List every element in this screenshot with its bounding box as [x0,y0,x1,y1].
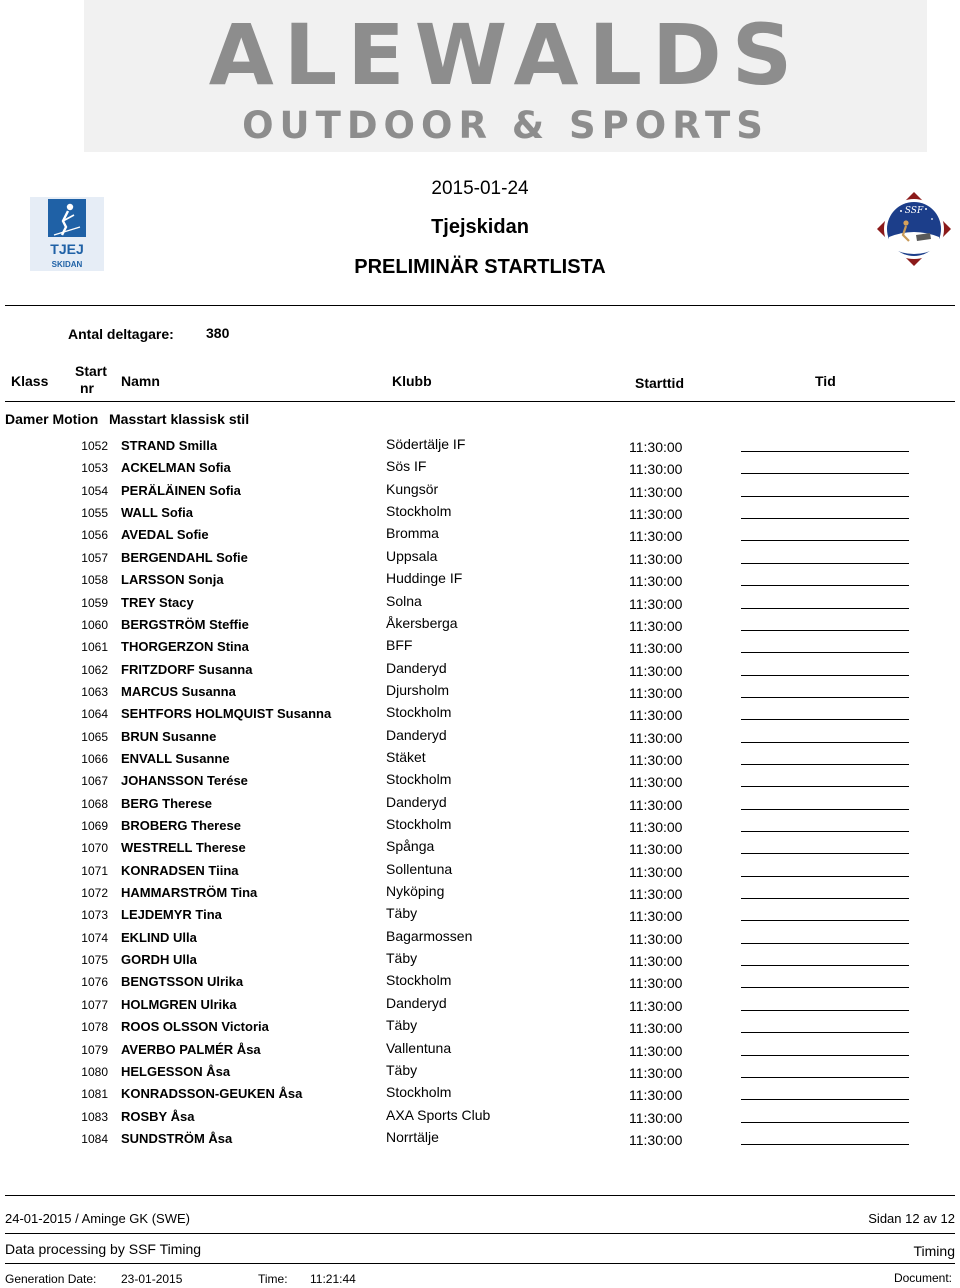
table-row [0,748,960,770]
club-name: Vallentuna [386,1039,452,1056]
club-name: Täby [386,1061,418,1078]
club-name: Danderyd [386,793,447,810]
club-name: Nyköping [386,883,445,899]
start-number: 1084 [81,1131,108,1146]
result-time-blank-line [741,943,909,944]
start-time: 11:30:00 [629,886,683,902]
footer-timing: Timing [913,1243,955,1259]
result-time-blank-line [741,630,909,631]
athlete-name: THORGERZON Stina [121,639,249,655]
sponsor-logo [84,0,927,152]
athlete-name: BROBERG Therese [121,818,241,833]
column-tid: Tid [815,373,836,389]
table-row [0,457,960,479]
start-time: 11:30:00 [629,953,683,970]
club-name: Stockholm [386,771,452,788]
table-row [0,927,960,949]
result-time-blank-line [741,898,909,899]
club-name: Täby [386,905,418,922]
result-time-blank-line [741,853,909,854]
table-row [0,636,960,658]
result-time-blank-line [741,473,909,474]
start-number: 1071 [81,863,108,878]
athlete-name: LEJDEMYR Tina [121,907,222,923]
start-number: 1053 [81,461,108,476]
start-number: 1069 [81,819,108,833]
start-time: 11:30:00 [629,461,683,478]
athlete-name: FRITZDORF Susanna [121,661,253,677]
table-row [0,659,960,681]
table-row [0,592,960,614]
start-time: 11:30:00 [629,595,683,612]
column-starttid: Starttid [635,375,684,391]
club-name: Danderyd [386,726,447,743]
athlete-name: ROSBY Åsa [121,1108,195,1124]
result-time-blank-line [741,540,909,541]
table-row [0,904,960,926]
start-number: 1083 [81,1109,108,1124]
generation-date-label: Generation Date: [5,1272,97,1286]
start-number: 1054 [81,483,108,498]
footer-processing: Data processing by SSF Timing [5,1241,202,1257]
start-time: 11:30:00 [629,863,683,880]
generation-time: 11:21:44 [310,1272,356,1286]
athlete-name: GORDH Ulla [121,952,197,968]
athlete-name: JOHANSSON Terése [121,773,248,789]
start-number: 1062 [81,662,108,677]
start-number: 1068 [81,796,108,811]
athlete-name: WESTRELL Therese [121,840,246,856]
result-time-blank-line [741,1144,909,1145]
result-time-blank-line [741,563,909,564]
start-number: 1060 [81,617,108,632]
club-name: Danderyd [386,659,447,676]
result-time-blank-line [741,1055,909,1056]
table-row [0,1128,960,1150]
table-row [0,435,960,457]
start-number: 1059 [81,595,108,610]
athlete-name: BENGTSSON Ulrika [121,974,244,990]
start-time: 11:30:00 [629,841,683,858]
table-row [0,681,960,703]
club-name: Stockholm [386,704,452,721]
table-row [0,614,960,636]
club-name: Täby [386,950,418,967]
club-name: Kungsör [386,480,439,497]
result-time-blank-line [741,809,909,810]
result-time-blank-line [741,786,909,787]
start-time: 11:30:00 [629,528,683,545]
table-row [0,480,960,502]
athlete-name: BERGSTRÖM Steffie [121,616,249,632]
table-row [0,837,960,859]
start-number: 1056 [81,528,108,543]
result-time-blank-line [741,496,909,497]
header-separator [5,305,955,306]
start-time: 11:30:00 [629,662,683,679]
result-time-blank-line [741,764,909,765]
start-number: 1057 [81,550,108,565]
start-time: 11:30:00 [629,729,683,746]
athlete-name: AVEDAL Sofie [121,527,209,543]
sponsor-logo-sub: OUTDOOR & SPORTS [242,104,769,147]
athlete-name: LARSSON Sonja [121,572,224,588]
club-name: Norrtälje [386,1128,439,1145]
start-time: 11:30:00 [629,819,683,835]
athlete-name: KONRADSSON-GEUKEN Åsa [121,1086,303,1102]
result-time-blank-line [741,1010,909,1011]
start-time: 11:30:00 [629,1131,683,1148]
club-name: Åkersberga [386,614,458,631]
column-nr: nr [80,380,94,396]
start-time: 11:30:00 [629,1042,683,1059]
start-number: 1077 [81,997,108,1012]
table-row [0,949,960,971]
start-number: 1061 [81,640,108,655]
start-time: 11:30:00 [629,1020,683,1037]
start-number: 1064 [81,707,108,722]
club-name: Stockholm [386,816,452,832]
generation-time-label: Time: [258,1272,288,1286]
column-klass: Klass [11,373,49,389]
athlete-name: KONRADSEN Tiina [121,862,239,878]
result-time-blank-line [741,831,909,832]
start-number: 1055 [81,506,108,521]
start-number: 1067 [81,774,108,789]
result-time-blank-line [741,987,909,988]
footer-separator-2 [5,1233,955,1234]
start-time: 11:30:00 [629,774,683,791]
athlete-name: BRUN Susanne [121,728,217,744]
footer-separator [5,1195,955,1196]
club-name: Sollentuna [386,860,453,877]
start-time: 11:30:00 [629,930,683,947]
start-time: 11:30:00 [629,796,683,813]
result-time-blank-line [741,1122,909,1123]
start-time: 11:30:00 [629,1064,683,1081]
result-time-blank-line [741,675,909,676]
start-number: 1052 [81,439,108,453]
start-number: 1058 [81,573,108,588]
start-time: 11:30:00 [629,573,683,590]
club-name: Södertälje IF [386,436,466,452]
result-time-blank-line [741,1099,909,1100]
start-number: 1081 [81,1087,108,1102]
club-name: Djursholm [386,681,450,698]
athlete-name: SEHTFORS HOLMQUIST Susanna [121,706,332,722]
start-time: 11:30:00 [629,975,683,992]
start-number: 1073 [81,908,108,923]
start-number: 1074 [81,930,108,945]
start-time: 11:30:00 [629,908,683,925]
club-name: Spånga [386,838,435,855]
athlete-name: BERGENDAHL Sofie [121,549,248,565]
table-row [0,994,960,1016]
table-row [0,726,960,748]
athlete-name: HOLMGREN Ulrika [121,996,237,1012]
result-time-blank-line [741,965,909,966]
table-row [0,569,960,591]
table-row [0,815,960,837]
athlete-name: HELGESSON Åsa [121,1063,231,1079]
table-row [0,1016,960,1038]
table-row [0,1106,960,1128]
start-time: 11:30:00 [629,483,683,500]
event-title: Tjejskidan [431,216,529,238]
start-number: 1066 [81,751,108,766]
table-row [0,1061,960,1083]
result-time-blank-line [741,742,909,743]
club-name: Bagarmossen [386,927,473,944]
table-row [0,971,960,993]
footer-organizer: 24-01-2015 / Aminge GK (SWE) [5,1211,190,1226]
start-time: 11:30:00 [629,684,683,701]
section-name: Masstart klassisk stil [109,411,250,427]
club-name: Huddinge IF [386,570,463,587]
result-time-blank-line [741,876,909,877]
result-time-blank-line [741,608,909,609]
start-time: 11:30:00 [629,1087,683,1104]
result-time-blank-line [741,1077,909,1078]
club-name: BFF [386,637,413,654]
result-time-blank-line [741,518,909,519]
result-time-blank-line [741,1032,909,1033]
start-time: 11:30:00 [629,707,683,724]
club-name: Sös IF [386,458,427,475]
table-row [0,793,960,815]
result-time-blank-line [741,585,909,586]
table-row [0,860,960,882]
start-number: 1070 [81,841,108,856]
start-time: 11:30:00 [629,550,683,567]
club-name: Stäket [386,748,426,765]
athlete-name: WALL Sofia [121,505,193,521]
club-name: Danderyd [386,994,447,1011]
column-klubb: Klubb [392,373,432,389]
document-label: Document: [893,1271,952,1285]
athlete-name: PERÄLÄINEN Sofia [121,482,241,498]
section-klass: Damer Motion [5,411,99,427]
table-row [0,547,960,569]
athlete-name: ROOS OLSSON Victoria [121,1019,269,1035]
athlete-name: STRAND Smilla [121,438,218,453]
column-namn: Namn [121,373,160,389]
athlete-name: TREY Stacy [121,594,194,610]
start-number: 1079 [81,1042,108,1057]
start-time: 11:30:00 [629,506,683,523]
table-row [0,770,960,792]
athlete-name: AVERBO PALMÉR Åsa [121,1041,261,1057]
footer-separator-3 [5,1263,955,1264]
table-row [0,502,960,524]
list-title: PRELIMINÄR STARTLISTA [354,256,606,278]
participants-label: Antal deltagare: [68,326,174,342]
start-number: 1080 [81,1064,108,1079]
table-row [0,524,960,546]
table-row [0,882,960,904]
svg-text:SKIDAN: SKIDAN [51,260,83,269]
table-row [0,1083,960,1105]
svg-text:TJEJ: TJEJ [50,241,84,257]
club-name: Solna [386,592,422,609]
club-name: Uppsala [386,547,438,564]
athlete-name: MARCUS Susanna [121,683,236,699]
athlete-name: HAMMARSTRÖM Tina [121,885,258,900]
columns-separator [5,401,955,402]
club-name: AXA Sports Club [386,1106,491,1123]
start-time: 11:30:00 [629,439,683,455]
start-number: 1065 [81,729,108,744]
athlete-name: ACKELMAN Sofia [121,460,231,476]
table-row [0,1039,960,1061]
start-number: 1078 [81,1020,108,1035]
result-time-blank-line [741,920,909,921]
athlete-name: BERG Therese [121,795,213,811]
generation-date: 23-01-2015 [121,1272,183,1286]
start-time: 11:30:00 [629,997,683,1014]
club-name: Täby [386,1017,418,1034]
table-row [0,703,960,725]
sponsor-logo-main: ALEWALDS [208,6,803,104]
event-date: 2015-01-24 [431,178,529,199]
start-time: 11:30:00 [629,640,683,657]
start-number: 1076 [81,975,108,990]
start-number: 1072 [81,886,108,900]
start-time: 11:30:00 [629,1109,683,1126]
result-time-blank-line [741,652,909,653]
club-name: Stockholm [386,503,452,520]
start-number: 1075 [81,953,108,968]
club-name: Stockholm [386,1084,452,1101]
svg-text:SSF: SSF [904,206,924,216]
start-number: 1063 [81,684,108,699]
result-time-blank-line [741,697,909,698]
participants-count: 380 [206,325,230,341]
start-time: 11:30:00 [629,751,683,768]
result-time-blank-line [741,719,909,720]
athlete-name: ENVALL Susanne [121,750,230,766]
club-name: Bromma [386,525,439,542]
footer-page-number: Sidan 12 av 12 [868,1211,955,1226]
result-time-blank-line [741,451,909,452]
column-start: Start [75,363,107,379]
athlete-name: SUNDSTRÖM Åsa [121,1130,233,1146]
athlete-name: EKLIND Ulla [121,929,197,945]
start-time: 11:30:00 [629,617,683,634]
club-name: Stockholm [386,972,452,989]
